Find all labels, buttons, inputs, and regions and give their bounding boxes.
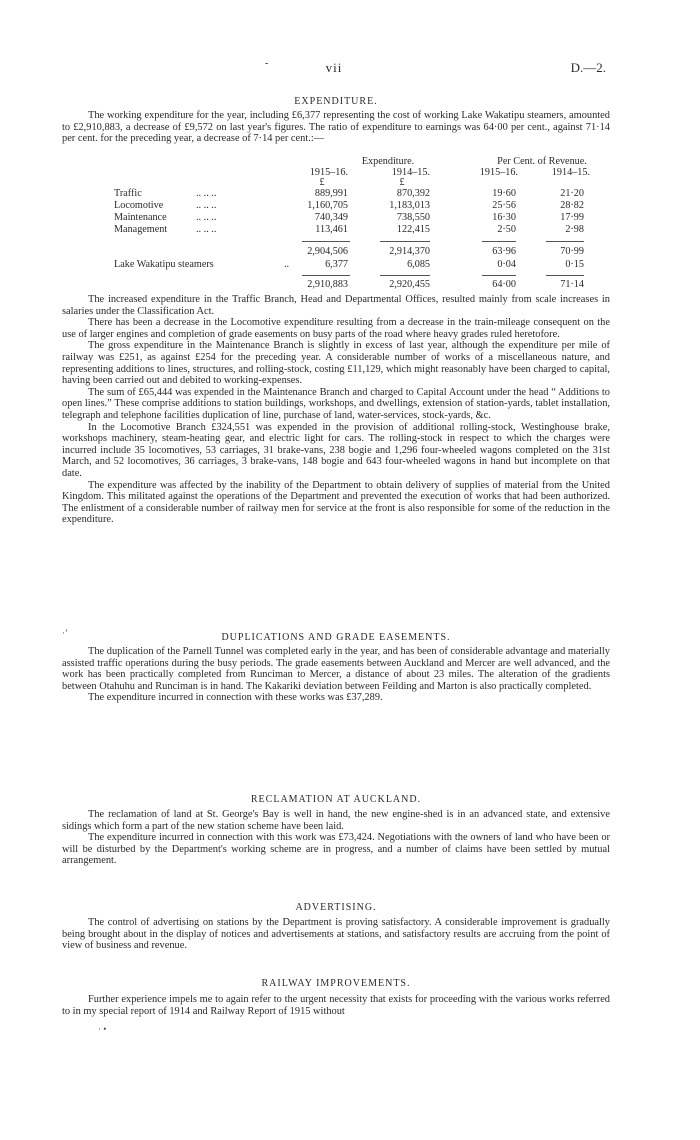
group-header-percent: Per Cent. of Revenue. [497,156,587,167]
row-label: Maintenance [114,212,167,223]
subtotal-cell: 70·99 [560,246,584,257]
table-cell: 28·82 [560,200,584,211]
table-cell: 113,461 [315,224,348,235]
page-header [62,60,606,76]
table-cell: 17·99 [560,212,584,223]
row-label: Management [114,224,168,235]
document-reference: D.—2. [570,60,606,75]
total-cell: 71·14 [560,279,584,290]
paragraph: The sum of £65,444 was expended in the Maintenance Branch and charged to Capital Account under the head “ Additions to open lines.” These comprise additions to station buildings, workshops, and dwellings, extension of station-yards, tablet installation, telegraph and telephone facilities duplication of line, purchase of land, water-services, stock-yards, &c. [62,386,610,421]
table-cell: 25·56 [492,200,516,211]
paragraph: The duplication of the Parnell Tunnel was completed early in the year, and has been of considerable advantage and materially assisted traffic operations during the busy periods. The grade easements between Auckland and Mercer are well advanced, and the work has been practically completed from Runciman to Mercer, a distance of about 23 miles. The alteration of the gradients between Otahuhu and Runciman is in hand. The Kakariki deviation between Feilding and Marton is also practically completed. [62,646,610,692]
table-rule [380,275,430,276]
subtotal-cell: 63·96 [492,246,516,257]
section-heading-improvements: RAILWAY IMPROVEMENTS. [261,978,411,989]
ink-speck: · • [98,1024,107,1034]
table-cell: 6,085 [407,259,430,270]
table-cell: 2·50 [497,224,516,235]
row-label: Traffic [114,188,142,199]
dot-leader: .. .. .. [196,212,217,223]
duplications-body [62,646,610,704]
year-header: 1914–15. [551,167,590,178]
paragraph: The expenditure incurred in connection with this work was £73,424. Negotiations with the owners of land who have been or will be disturbed by the Department's working scheme are in progress, and a number of claims have been settled by mutual arrangement. [62,832,610,867]
expenditure-body [62,294,610,526]
paragraph: Further experience impels me to again refer to the urgent necessity that exists for proceeding with the various works referred to in my special report of 1914 and Railway Report of 1915 without [62,994,610,1017]
dot-leader: .. .. .. [196,188,217,199]
table-rule [380,241,430,242]
section-heading-duplications: DUPLICATIONS AND GRADE EASEMENTS. [221,632,451,643]
table-rule [482,275,516,276]
table-rule [546,241,584,242]
reclamation-body [62,809,610,867]
table-cell: 740,349 [314,212,348,223]
table-cell: 889,991 [314,188,348,199]
paragraph: The gross expenditure in the Maintenance Branch is slightly in excess of last year, although the expenditure per mile of railway was £251, as against £254 for the preceding year. A considerable number of works of a miscellaneous nature, and representing additions to lines, structures, and rolling-stock, costing £11,129, which might reasonably have been charged to capital, having been carried out and debited to working-expenses. [62,340,610,387]
table-cell: 6,377 [325,259,348,270]
advertising-body [62,917,610,952]
table-cell: 870,392 [396,188,430,199]
currency-unit: £ [399,177,405,188]
header-mark: - [265,58,269,69]
section-heading-advertising: ADVERTISING. [295,902,377,913]
dot-leader: .. .. .. [196,200,217,211]
currency-unit: £ [319,177,325,188]
expenditure-table [62,156,610,290]
table-rule [482,241,516,242]
expenditure-intro [62,110,610,145]
ink-speck: ·ʼ [62,628,68,638]
paragraph: The increased expenditure in the Traffic Branch, Head and Departmental Offices, resulted mainly from scale increases in salaries under the Classification Act. [62,294,610,317]
table-cell: 19·60 [492,188,516,199]
paragraph: There has been a decrease in the Locomotive expenditure resulting from a decrease in the train-mileage consequent on the use of larger engines and completion of grade easements on busy parts of the road where heavy grades ruled heretofore. [62,317,610,340]
table-cell: 0·04 [497,259,516,270]
paragraph: The working expenditure for the year, including £6,377 representing the cost of working Lake Wakatipu steamers, amounted to £2,910,883, a decrease of £9,572 on last year's figures. The ratio of expenditure to earnings was 64·00 per cent., against 71·14 per cent. for the preceding year, a decrease of 7·14 per cent.:— [62,110,610,145]
group-header-expenditure: Expenditure. [361,156,415,167]
paragraph: The expenditure was affected by the inability of the Department to obtain delivery of supplies of material from the United Kingdom. This militated against the operations of the Department and prevented the execution of works that had been authorized. The enlistment of a considerable number of railway men for service at the front is also responsible for some of the reduction in the expenditure. [62,479,610,526]
page-number: vii [325,60,343,75]
subtotal-cell: 2,904,506 [307,246,348,257]
table-rule [302,275,350,276]
table-cell: 1,183,013 [389,200,430,211]
table-cell: 738,550 [396,212,430,223]
paragraph: In the Locomotive Branch £324,551 was expended in the provision of additional rolling-stock, Westinghouse brake, workshops machinery, steam-heating gear, and electric light for cars. The rolling-stock in respect to which the charges were incurred include 35 locomotives, 53 carriages, 31 brake-vans, 238 bogie and 1,296 four-wheeled wagons completed on the 31st March, and 52 locomotives, 36 carriages, 3 brake-vans, 148 bogie and 643 four-wheeled wagons in hand but incomplete on that date. [62,421,610,479]
row-label: Locomotive [114,200,164,211]
table-cell: 2·98 [565,224,584,235]
table-cell: 1,160,705 [307,200,348,211]
year-header: 1915–16. [309,167,348,178]
paragraph: The reclamation of land at St. George's Bay is well in hand, the new engine-shed is in an advanced state, and extensive sidings which form a part of the new station scheme have been laid. [62,809,610,832]
dot-leader: .. .. .. [196,224,217,235]
total-cell: 2,910,883 [307,279,348,290]
paragraph: The expenditure incurred in connection with these works was £37,289. [88,692,383,704]
subtotal-cell: 2,914,370 [389,246,430,257]
row-label: Lake Wakatipu steamers [114,259,214,270]
table-cell: 16·30 [492,212,516,223]
year-header: 1914–15. [391,167,430,178]
section-heading-reclamation: RECLAMATION AT AUCKLAND. [250,794,422,805]
dot-leader: .. [284,259,290,270]
table-rule [546,275,584,276]
table-cell: 21·20 [560,188,584,199]
table-rule [302,241,350,242]
table-cell: 0·15 [565,259,584,270]
section-heading-expenditure: EXPENDITURE. [294,96,378,107]
year-header: 1915–16. [479,167,518,178]
total-cell: 64·00 [492,279,516,290]
table-cell: 122,415 [396,224,430,235]
total-cell: 2,920,455 [389,279,430,290]
improvements-body [62,994,610,1017]
paragraph: The control of advertising on stations by the Department is proving satisfactory. A considerable improvement is gradually being brought about in the display of notices and advertisements at stations, and satisfactory results are accruing from the point of view of business and revenue. [62,917,610,952]
